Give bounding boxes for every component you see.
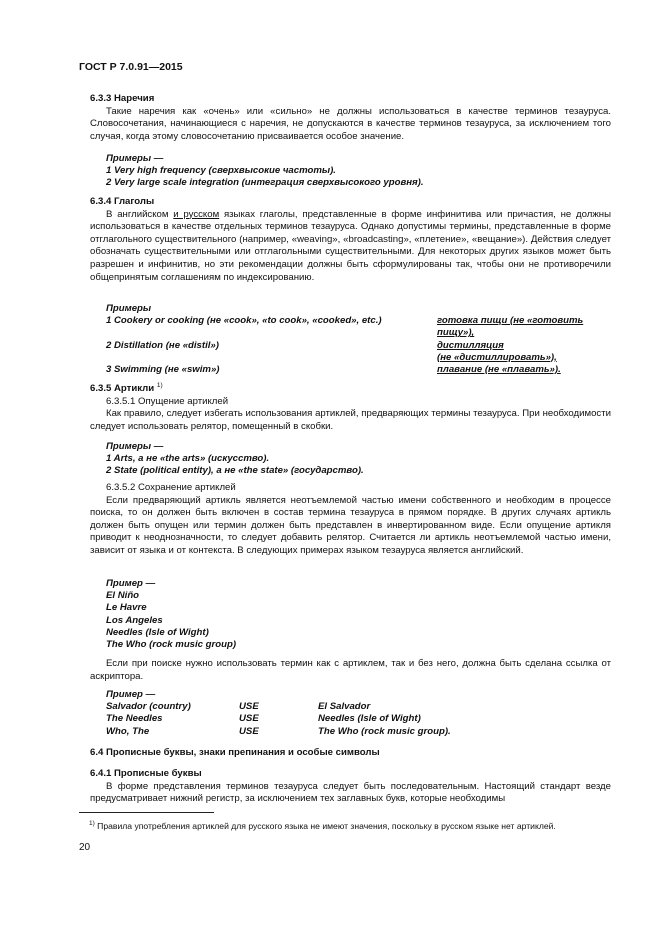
section-heading: 6.4.1 Прописные буквы — [90, 768, 202, 779]
section-6-3-5 — [90, 380, 611, 434]
paragraph — [90, 209, 611, 285]
text-run: В английском — [106, 208, 174, 220]
section-heading — [90, 380, 611, 396]
table-row — [106, 315, 606, 327]
section-6-3-3 — [90, 93, 611, 143]
table-cell: 1 Cookery or cooking (не «cook», «to cook», «cooked», etc.) — [106, 315, 382, 327]
footnote-mark: 1) — [89, 820, 95, 827]
section-6-4-1 — [90, 768, 611, 806]
paragraph: Такие наречия как «очень» или «сильно» не должны использоваться в качестве терминов тезауруса. Словосочетания, начинающиеся с наречия, не допускаются в качестве терминов тезауруса, за исключением того случая, когда этому словосочетанию присваивается особое значение. — [90, 105, 611, 142]
table-cell: плавание (не «плавать»). — [437, 363, 561, 375]
document-header: ГОСТ Р 7.0.91—2015 — [79, 61, 183, 73]
table-label-row — [106, 689, 606, 701]
footnote — [79, 818, 611, 832]
verb-examples-table — [106, 303, 606, 376]
paragraph: В форме представления терминов тезауруса следует быть последовательным. Настоящий стандарт везде предусматривает нижний регистр, за исключением тех заглавных букв, которые необходимы — [90, 780, 611, 805]
example-item: 2 Very large scale integration (интеграция сверхвысокого уровня). — [106, 177, 424, 189]
table-cell: пищу»), — [437, 327, 475, 339]
table-cell: 2 Distillation (не «distil») — [106, 339, 219, 351]
section-6-4-heading: 6.4 Прописные буквы, знаки препинания и особые символы — [90, 747, 380, 758]
example-item: 1 Arts, а не «the arts» (искусство). — [106, 453, 270, 465]
table-cell: USE — [239, 713, 259, 725]
table-cell: USE — [239, 725, 259, 737]
table-cell: Needles (Isle of Wight) — [318, 713, 421, 725]
table-row — [106, 352, 606, 364]
section-6-3-5-2 — [90, 482, 611, 558]
footnote-text: Правила употребления артиклей для русского языка не имеют значения, поскольку в русском языке нет артиклей. — [94, 820, 556, 831]
paragraph: Если предваряющий артикль является неотъемлемой частью имени собственного и необходим в процессе поиска, то он должен быть включен в состав термина тезауруса в прямом порядке. В других случаях артикль должен быть опущен или термин должен быть представлен в инвертированном виде. Если опущение артикля приводит к неоднозначности, то следует добавить релятор. Считается ли артикль неотъемлемой частью имени, зависит от языка и от контекста. В следующих примерах языком тезауруса является английский. — [90, 494, 611, 556]
subsection-heading: 6.3.5.1 Опущение артиклей — [106, 395, 229, 407]
paragraph: Если при поиске нужно использовать термин как с артиклем, так и без него, должна быть сделана ссылка от аскриптора. — [90, 658, 611, 682]
paragraph: Как правило, следует избегать использования артиклей, предваряющих термины тезауруса. При необходимости следует использовать релятор, помещенный в скобки. — [90, 408, 611, 432]
table-row — [106, 713, 606, 725]
table-row — [106, 340, 606, 352]
examples-label: Пример — — [106, 689, 156, 700]
examples-6-3-5-1 — [106, 441, 611, 478]
table-row — [106, 726, 606, 738]
table-cell: Salvador (country) — [106, 701, 191, 713]
use-examples-table — [106, 689, 606, 738]
examples-6-3-3 — [106, 153, 611, 190]
example-item: Needles (Isle of Wight) — [106, 626, 209, 638]
example-item: Los Angeles — [106, 614, 163, 626]
examples-6-3-5-2 — [106, 578, 611, 651]
table-row — [106, 364, 606, 376]
table-cell: 3 Swimming (не «swim») — [106, 363, 220, 375]
table-cell: El Salvador — [318, 701, 371, 713]
example-item: 2 State (political entity), а не «the state» (государство). — [106, 465, 364, 477]
footnote-separator — [79, 812, 214, 813]
table-cell: готовка пищи (не «готовить — [437, 315, 584, 327]
table-cell: The Needles — [106, 713, 163, 725]
examples-label: Пример — — [106, 578, 156, 589]
heading-text: 6.3.5 Артикли — [90, 383, 155, 395]
examples-label: Примеры — — [106, 153, 164, 164]
examples-label: Примеры — [106, 303, 152, 314]
example-item: El Niño — [106, 590, 140, 602]
text-run: языках глаголы, представленные в форме инфинитива или причастия, не должны использоваться в качестве отдельных терминов тезауруса. Однако допустимы термины, представленные в форме отглагольного существительного (например, «weaving», «broadcasting», «плетение», «вещание»). Действия следует обозначать существительными или отглагольными существительными. Для некоторых других языков может быть разрешен и инфинитив, но эти рекомендации должны быть сформулированы так, чтобы они не противоречили общепринятым соглашениям по индексированию. — [90, 208, 611, 283]
table-label-row — [106, 303, 606, 315]
page-number: 20 — [79, 842, 91, 853]
underlined-text: и русском — [173, 208, 220, 220]
table-row — [106, 327, 606, 339]
table-cell: дистилляция — [437, 339, 504, 351]
examples-label: Примеры — — [106, 441, 164, 452]
subsection-heading: 6.3.5.2 Сохранение артиклей — [106, 482, 236, 493]
section-heading: 6.3.3 Наречия — [90, 93, 155, 104]
section-6-3-5-2-cont — [90, 658, 611, 683]
table-cell: The Who (rock music group). — [318, 725, 451, 737]
table-row — [106, 701, 606, 713]
example-item: The Who (rock music group) — [106, 639, 237, 651]
table-cell: (не «дистиллировать»), — [437, 351, 557, 363]
example-item: Le Havre — [106, 602, 147, 614]
footnote-ref: 1) — [156, 382, 163, 389]
table-cell: Who, The — [106, 725, 150, 737]
example-item: 1 Very high frequency (сверхвысокие частоты). — [106, 165, 336, 177]
table-cell: USE — [239, 701, 259, 713]
section-heading: 6.3.4 Глаголы — [90, 196, 155, 207]
section-6-3-4 — [90, 196, 611, 284]
